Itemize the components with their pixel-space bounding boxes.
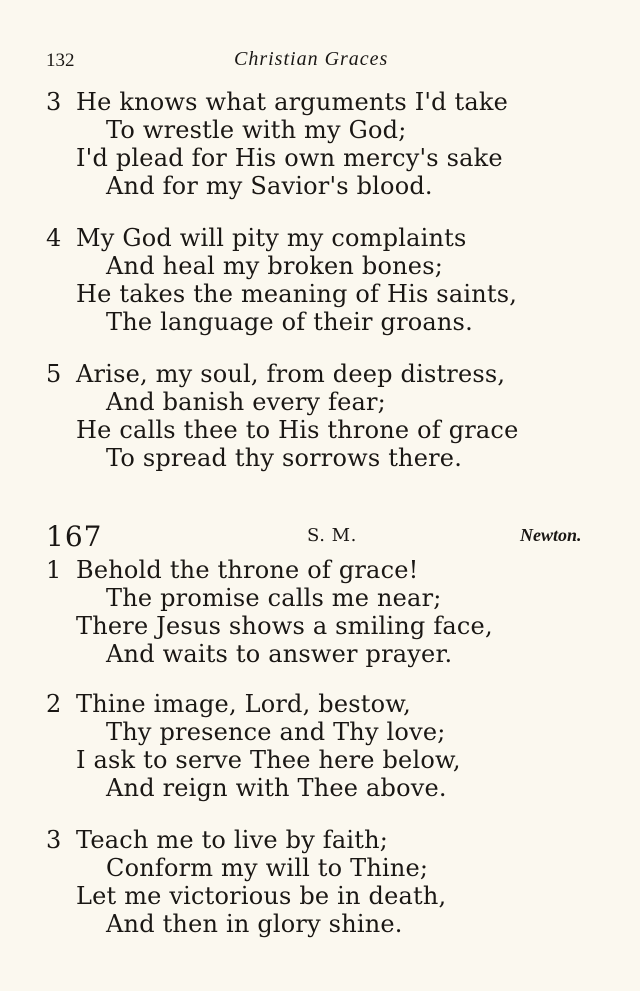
verse-line: Let me victorious be in death,: [76, 882, 447, 910]
verse-line: I'd plead for His own mercy's sake: [76, 144, 503, 172]
verse-text: Thine image, Lord, bestow,: [76, 690, 411, 718]
stanza-number: 3: [46, 826, 62, 854]
verse-text: Teach me to live by faith;: [76, 826, 389, 854]
verse-line: To wrestle with my God;: [106, 116, 407, 144]
verse-text: Arise, my soul, from deep distress,: [76, 360, 506, 388]
page-header: [46, 48, 596, 78]
verse-line: There Jesus shows a smiling face,: [76, 612, 493, 640]
verse-line: [46, 826, 388, 854]
verse-line: [46, 556, 418, 584]
stanza-number: 2: [46, 690, 62, 718]
verse-line: And waits to answer prayer.: [106, 640, 453, 668]
verse-line: [46, 360, 505, 388]
verse-text: He knows what arguments I'd take: [76, 88, 509, 116]
verse-line: Thy presence and Thy love;: [106, 718, 446, 746]
verse-line: And then in glory shine.: [106, 910, 403, 938]
verse-line: [46, 224, 466, 252]
page-number: 132: [46, 50, 75, 71]
verse-text: My God will pity my complaints: [76, 224, 467, 252]
verse-line: To spread thy sorrows there.: [106, 444, 463, 472]
verse-text: Behold the throne of grace!: [76, 556, 419, 584]
verse-line: And reign with Thee above.: [106, 774, 447, 802]
verse-line: [46, 88, 508, 116]
hymn-composer: Newton.: [520, 525, 582, 545]
hymn-number: 167: [46, 520, 103, 553]
verse-line: And for my Savior's blood.: [106, 172, 433, 200]
stanza-number: 5: [46, 360, 62, 388]
stanza-number: 3: [46, 88, 62, 116]
verse-line: And banish every fear;: [106, 388, 386, 416]
verse-line: [46, 690, 411, 718]
verse-line: Conform my will to Thine;: [106, 854, 429, 882]
verse-line: The promise calls me near;: [106, 584, 442, 612]
running-title: Christian Graces: [234, 48, 389, 70]
verse-line: And heal my broken bones;: [106, 252, 443, 280]
stanza-number: 1: [46, 556, 62, 584]
verse-line: The language of their groans.: [106, 308, 473, 336]
verse-line: He takes the meaning of His saints,: [76, 280, 518, 308]
verse-line: I ask to serve Thee here below,: [76, 746, 461, 774]
stanza-number: 4: [46, 224, 62, 252]
hymn-meter: S. M.: [307, 525, 357, 546]
verse-line: He calls thee to His throne of grace: [76, 416, 519, 444]
